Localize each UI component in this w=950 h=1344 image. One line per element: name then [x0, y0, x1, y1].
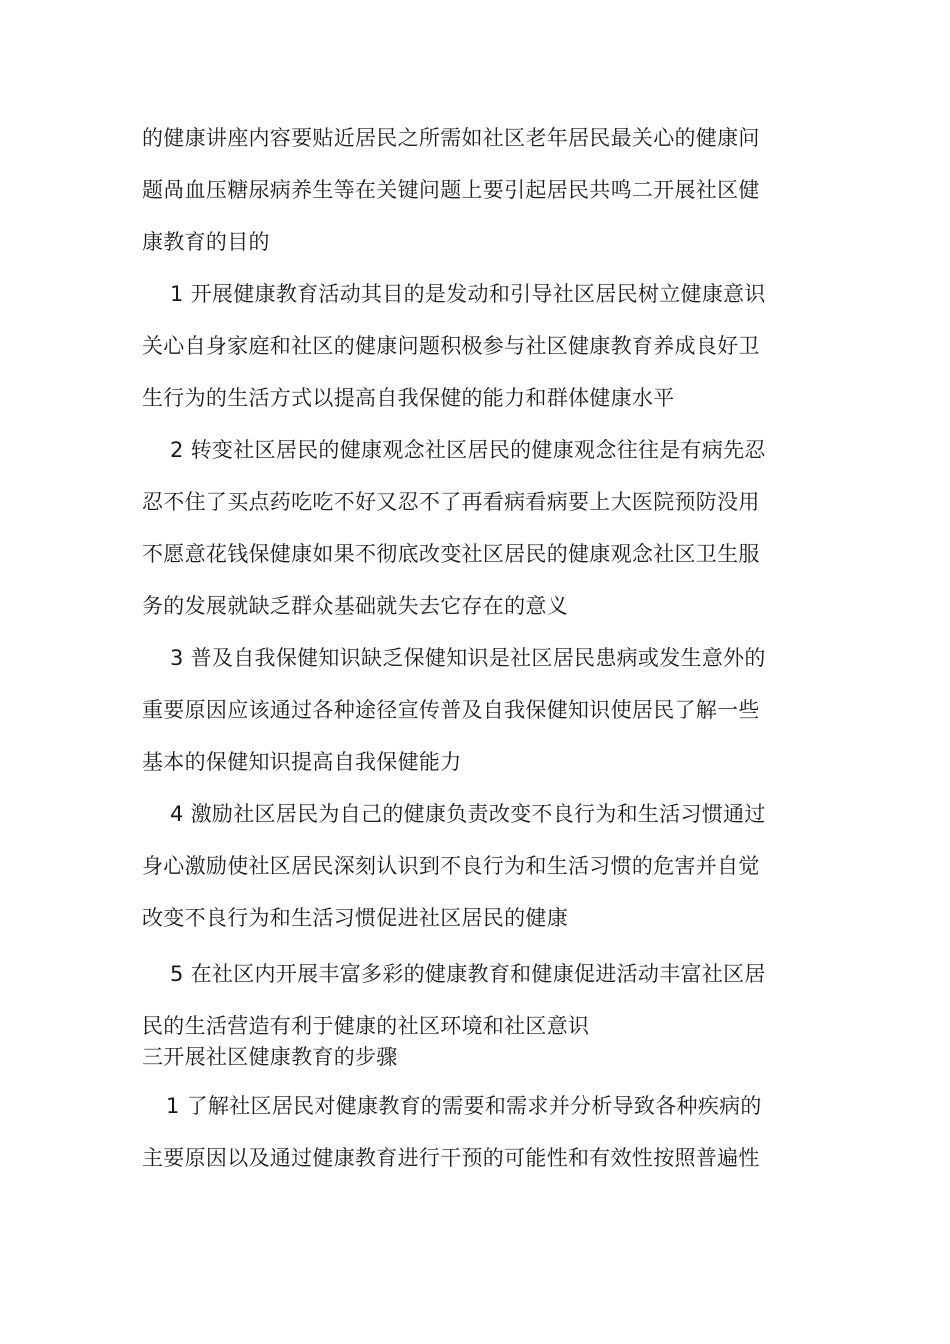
- text-line: 1 开展健康教育活动其目的是发动和引导社区居民树立健康意识: [170, 282, 766, 306]
- text-line: 题咼血压糖尿病养生等在关键问题上要引起居民共鸣二开展社区健: [142, 178, 760, 202]
- text-line: 忍不住了买点药吃吃不好又忍不了再看病看病要上大医院预防没用: [142, 490, 760, 514]
- text-line: 5 在社区内开展丰富多彩的健康教育和健康促进活动丰富社区居: [170, 962, 766, 986]
- text-line: 1 了解社区居民对健康教育的需要和需求并分析导致各种疾病的: [166, 1094, 762, 1118]
- text-line: 改变不良行为和生活习惯促进社区居民的健康: [142, 906, 568, 930]
- text-line: 关心自身家庭和社区的健康问题积极参与社区健康教育养成良好卫: [142, 334, 760, 358]
- text-line: 不愿意花钱保健康如果不彻底改变社区居民的健康观念社区卫生服: [142, 542, 760, 566]
- text-line: 务的发展就缺乏群众基础就失去它存在的意义: [142, 594, 568, 618]
- section-heading: 三开展社区健康教育的步骤: [142, 1045, 398, 1069]
- text-line: 重要原因应该通过各种途径宣传普及自我保健知识使居民了解一些: [142, 698, 760, 722]
- text-line: 主要原因以及通过健康教育进行干预的可能性和有效性按照普遍性: [142, 1146, 760, 1170]
- text-line: 基本的保健知识提高自我保健能力: [142, 750, 462, 774]
- text-line: 民的生活营造有利于健康的社区环境和社区意识: [142, 1014, 590, 1038]
- text-line: 康教育的目的: [142, 230, 270, 254]
- text-line: 的健康讲座内容要贴近居民之所需如社区老年居民最关心的健康问: [142, 126, 760, 150]
- text-line: 身心激励使社区居民深刻认识到不良行为和生活习惯的危害并自觉: [142, 854, 760, 878]
- text-line: 3 普及自我保健知识缺乏保健知识是社区居民患病或发生意外的: [170, 646, 766, 670]
- text-line: 4 激励社区居民为自己的健康负责改变不良行为和生活习惯通过: [170, 802, 766, 826]
- text-line: 2 转变社区居民的健康观念社区居民的健康观念往往是有病先忍: [170, 438, 766, 462]
- text-line: 生行为的生活方式以提高自我保健的能力和群体健康水平: [142, 386, 675, 410]
